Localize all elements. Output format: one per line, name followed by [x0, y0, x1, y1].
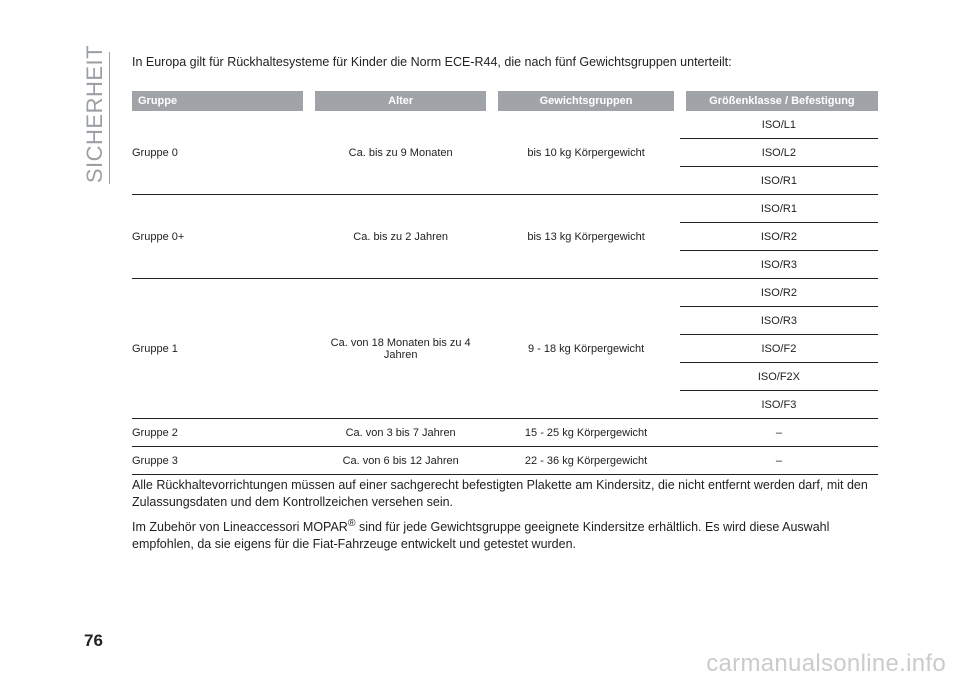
cell-gewicht: 15 - 25 kg Körpergewicht [492, 419, 680, 447]
cell-gruppe: Gruppe 0+ [132, 195, 309, 279]
cell-klasse: ISO/F2 [680, 335, 878, 363]
registered-mark: ® [347, 518, 356, 529]
cell-klasse: ISO/R1 [680, 167, 878, 195]
page-number: 76 [84, 631, 103, 650]
header-alter: Alter [309, 91, 492, 111]
header-klasse: Größenklasse / Befestigung [680, 91, 878, 111]
section-title: SICHERHEIT [82, 44, 107, 184]
table-row [132, 279, 878, 307]
cell-gewicht: bis 13 kg Körpergewicht [492, 195, 680, 279]
header-gruppe: Gruppe [132, 91, 309, 111]
cell-klasse: ISO/L2 [680, 139, 878, 167]
table-row [132, 419, 878, 447]
intro-text: In Europa gilt für Rückhaltesysteme für Kinder die Norm ECE-R44, die nach fünf Gewichtsgruppen unterteilt: [132, 55, 732, 69]
table-header-row [132, 91, 878, 111]
cell-alter: Ca. bis zu 2 Jahren [309, 195, 492, 279]
cell-alter: Ca. von 6 bis 12 Jahren [309, 447, 492, 475]
watermark: carmanualsonline.info [706, 650, 946, 677]
cell-gruppe: Gruppe 1 [132, 279, 309, 419]
cell-alter: Ca. von 18 Monaten bis zu 4 Jahren [309, 279, 492, 419]
cell-klasse: – [680, 419, 878, 447]
cell-gewicht: bis 10 kg Körpergewicht [492, 111, 680, 195]
note-accessories-suffix: sind für jede Gewichtsgruppe geeignete Kindersitze erhältlich. Es wird diese Auswahl empfohlen, da sie eigens für die Fiat-Fahrzeuge entwickelt und getestet wurden. [132, 520, 830, 552]
cell-gewicht: 22 - 36 kg Körpergewicht [492, 447, 680, 475]
note-accessories-prefix: Im Zubehör von Lineaccessori MOPAR [132, 520, 348, 535]
note-accessories [132, 515, 872, 553]
cell-gewicht: 9 - 18 kg Körpergewicht [492, 279, 680, 419]
section-sidebar [84, 44, 106, 184]
cell-gruppe: Gruppe 0 [132, 111, 309, 195]
cell-klasse: ISO/F3 [680, 391, 878, 419]
table-row [132, 447, 878, 475]
child-seat-table [132, 91, 878, 475]
cell-klasse: ISO/F2X [680, 363, 878, 391]
cell-alter: Ca. bis zu 9 Monaten [309, 111, 492, 195]
cell-gruppe: Gruppe 2 [132, 419, 309, 447]
cell-klasse: ISO/R3 [680, 251, 878, 279]
table-row [132, 195, 878, 223]
section-divider [109, 52, 110, 184]
note-approval: Alle Rückhaltevorrichtungen müssen auf einer sachgerecht befestigten Plakette am Kindersitz, die nicht entfernt werden darf, mit den Zulassungsdaten und dem Kontrollzeichen versehen sein. [132, 478, 868, 509]
cell-klasse: – [680, 447, 878, 475]
cell-klasse: ISO/R2 [680, 279, 878, 307]
cell-klasse: ISO/R2 [680, 223, 878, 251]
cell-alter: Ca. von 3 bis 7 Jahren [309, 419, 492, 447]
cell-klasse: ISO/R3 [680, 307, 878, 335]
header-gewicht: Gewichtsgruppen [492, 91, 680, 111]
table-row [132, 111, 878, 139]
cell-klasse: ISO/R1 [680, 195, 878, 223]
cell-klasse: ISO/L1 [680, 111, 878, 139]
cell-gruppe: Gruppe 3 [132, 447, 309, 475]
